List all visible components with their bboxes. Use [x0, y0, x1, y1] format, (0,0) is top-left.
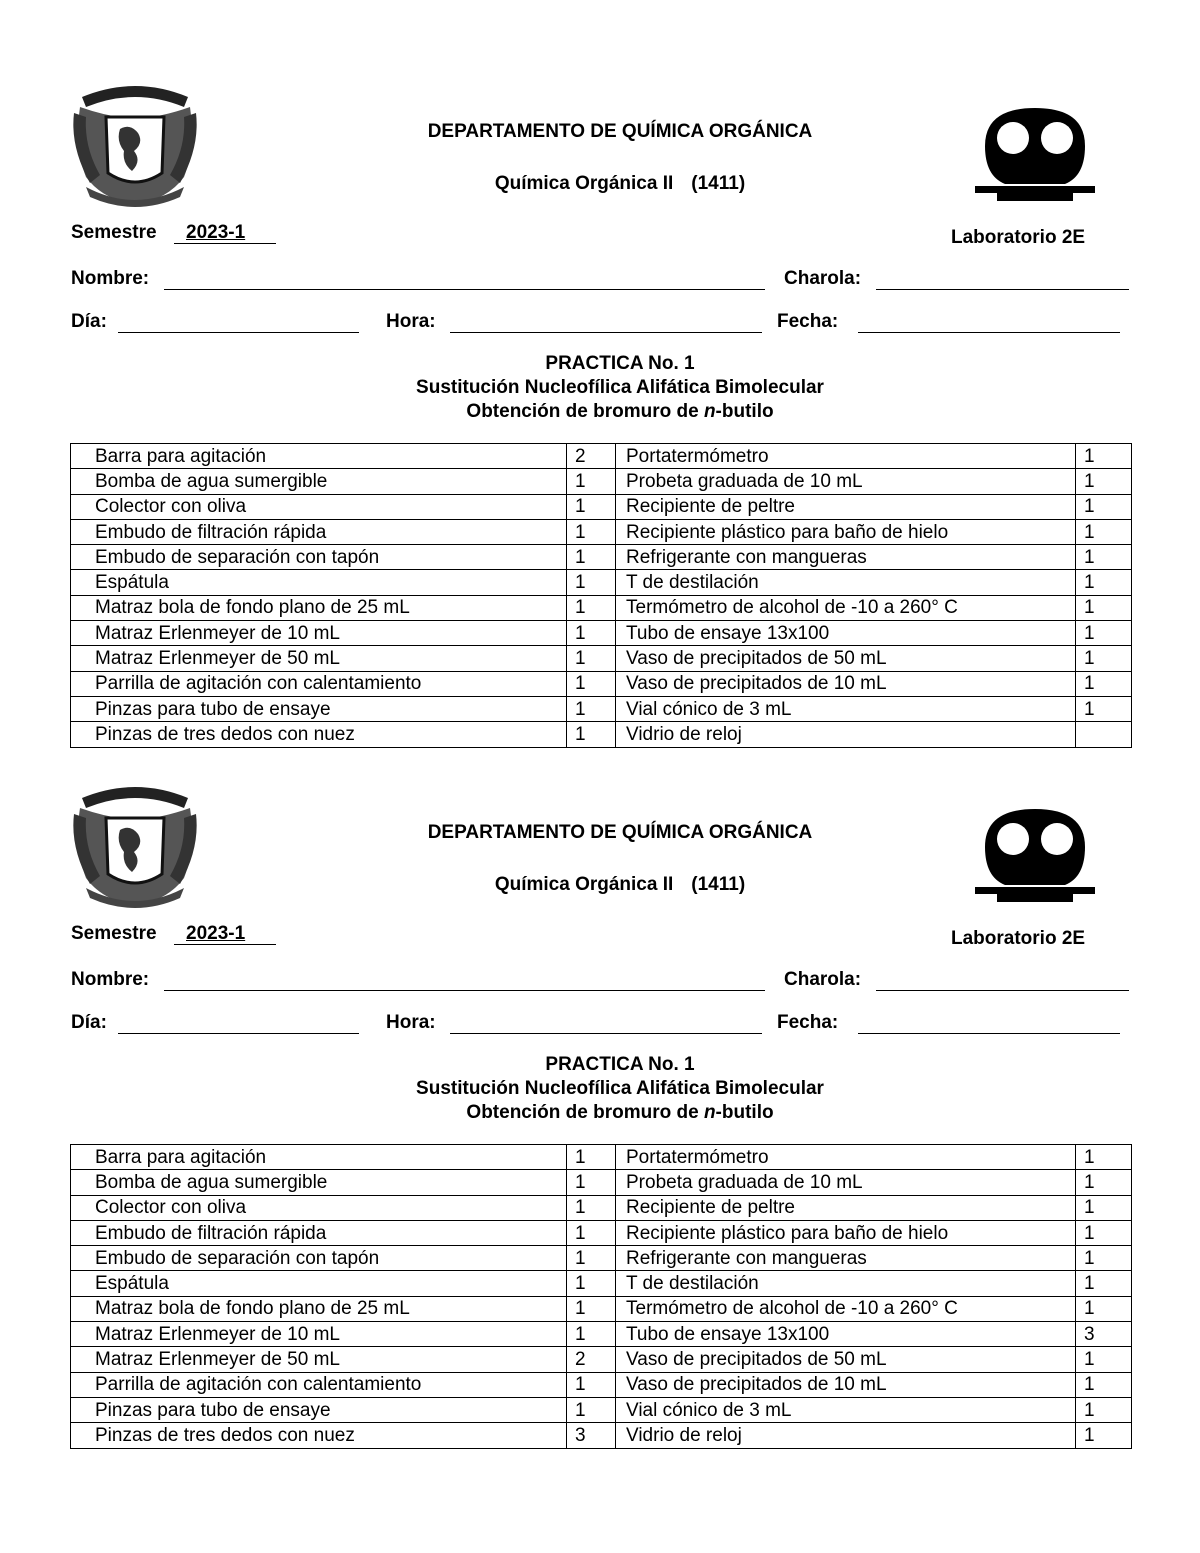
material-name: Colector con oliva	[71, 494, 567, 519]
nombre-label: Nombre:	[71, 268, 150, 289]
material-qty: 1	[567, 1246, 616, 1271]
semester-value: 2023-1	[186, 923, 246, 944]
table-row	[71, 1145, 1132, 1170]
material-name: Embudo de separación con tapón	[71, 1246, 567, 1271]
material-name: Portatermómetro	[616, 1145, 1076, 1170]
material-qty: 3	[567, 1423, 616, 1448]
material-qty: 1	[1076, 1271, 1132, 1296]
table-row	[71, 1372, 1132, 1397]
material-name: Pinzas para tubo de ensaye	[71, 696, 567, 721]
material-name: Pinzas para tubo de ensaye	[71, 1397, 567, 1422]
material-qty: 1	[567, 671, 616, 696]
material-qty: 1	[567, 621, 616, 646]
table-row	[71, 1220, 1132, 1245]
fecha-field[interactable]	[858, 1033, 1120, 1034]
material-name: Vial cónico de 3 mL	[616, 696, 1076, 721]
course-code: (1411)	[691, 173, 746, 194]
material-name: Probeta graduada de 10 mL	[616, 469, 1076, 494]
material-qty: 1	[567, 1322, 616, 1347]
material-name: Barra para agitación	[71, 444, 567, 469]
lab-label: Laboratorio 2E	[951, 928, 1086, 949]
lab-form-1	[0, 0, 1200, 745]
material-qty: 1	[1076, 621, 1132, 646]
material-qty: 1	[567, 1220, 616, 1245]
material-name: Barra para agitación	[71, 1145, 567, 1170]
material-qty: 1	[567, 1296, 616, 1321]
material-qty: 1	[567, 646, 616, 671]
table-row	[71, 519, 1132, 544]
material-qty: 2	[567, 444, 616, 469]
material-qty: 1	[567, 1195, 616, 1220]
semester-label: Semestre	[71, 923, 157, 944]
materials-table	[70, 1144, 1132, 1449]
nombre-label: Nombre:	[71, 969, 150, 990]
course-name: Química Orgánica II	[494, 173, 674, 194]
material-name: Tubo de ensaye 13x100	[616, 621, 1076, 646]
practice-heading	[0, 352, 1200, 424]
table-row	[71, 570, 1132, 595]
material-name: Recipiente de peltre	[616, 494, 1076, 519]
material-qty: 1	[1076, 1246, 1132, 1271]
hora-label: Hora:	[386, 311, 436, 332]
material-name: Embudo de separación con tapón	[71, 545, 567, 570]
material-name: Embudo de filtración rápida	[71, 1220, 567, 1245]
material-name: Vidrio de reloj	[616, 1423, 1076, 1448]
material-qty: 1	[1076, 595, 1132, 620]
table-row	[71, 1170, 1132, 1195]
table-row	[71, 1397, 1132, 1422]
material-name: T de destilación	[616, 1271, 1076, 1296]
material-qty: 1	[1076, 646, 1132, 671]
material-qty: 1	[1076, 1347, 1132, 1372]
table-row	[71, 545, 1132, 570]
table-row	[71, 1195, 1132, 1220]
material-qty: 1	[567, 1145, 616, 1170]
material-qty: 3	[1076, 1322, 1132, 1347]
material-qty: 1	[567, 469, 616, 494]
material-name: Bomba de agua sumergible	[71, 1170, 567, 1195]
material-name: Colector con oliva	[71, 1195, 567, 1220]
charola-label: Charola:	[784, 969, 862, 990]
material-name: Probeta graduada de 10 mL	[616, 1170, 1076, 1195]
table-row	[71, 469, 1132, 494]
material-qty: 1	[567, 519, 616, 544]
table-row	[71, 1322, 1132, 1347]
material-qty: 1	[567, 1271, 616, 1296]
material-qty: 1	[1076, 444, 1132, 469]
material-qty: 1	[1076, 1372, 1132, 1397]
practice-subtitle: Sustitución Nucleofílica Alifática Bimolecular	[416, 1078, 824, 1099]
table-row	[71, 494, 1132, 519]
material-name: Matraz Erlenmeyer de 10 mL	[71, 1322, 567, 1347]
table-row	[71, 1347, 1132, 1372]
hora-field[interactable]	[450, 1033, 762, 1034]
material-name: Pinzas de tres dedos con nuez	[71, 722, 567, 747]
material-name: Espátula	[71, 1271, 567, 1296]
material-qty: 1	[567, 570, 616, 595]
dia-field[interactable]	[118, 1033, 359, 1034]
material-name: Vaso de precipitados de 50 mL	[616, 1347, 1076, 1372]
material-qty: 1	[1076, 494, 1132, 519]
hora-label: Hora:	[386, 1012, 436, 1033]
subtitle2-post: -butilo	[715, 1102, 774, 1123]
table-row	[71, 595, 1132, 620]
fecha-field[interactable]	[858, 332, 1120, 333]
material-name: Vaso de precipitados de 10 mL	[616, 1372, 1076, 1397]
table-row	[71, 444, 1132, 469]
practice-subtitle: Sustitución Nucleofílica Alifática Bimolecular	[416, 377, 824, 398]
material-qty: 1	[567, 722, 616, 747]
material-name: Matraz Erlenmeyer de 10 mL	[71, 621, 567, 646]
table-row	[71, 621, 1132, 646]
material-qty: 1	[567, 696, 616, 721]
material-name: Refrigerante con mangueras	[616, 545, 1076, 570]
material-name: Portatermómetro	[616, 444, 1076, 469]
department-title: DEPARTAMENTO DE QUÍMICA ORGÁNICA	[427, 822, 813, 843]
practice-subtitle-2	[0, 1101, 1200, 1125]
material-qty: 2	[567, 1347, 616, 1372]
dia-label: Día:	[71, 1012, 107, 1033]
subtitle2-pre: Obtención de bromuro de	[466, 1102, 704, 1123]
material-qty: 1	[1076, 545, 1132, 570]
department-title: DEPARTAMENTO DE QUÍMICA ORGÁNICA	[427, 121, 813, 142]
practice-number: PRACTICA No. 1	[545, 353, 695, 374]
hora-field[interactable]	[450, 332, 762, 333]
material-qty: 1	[1076, 1423, 1132, 1448]
charola-label: Charola:	[784, 268, 862, 289]
table-row	[71, 1246, 1132, 1271]
dia-label: Día:	[71, 311, 107, 332]
material-qty: 1	[1076, 671, 1132, 696]
material-name: Espátula	[71, 570, 567, 595]
material-qty: 1	[1076, 1145, 1132, 1170]
material-name: Recipiente plástico para baño de hielo	[616, 519, 1076, 544]
material-name: Termómetro de alcohol de -10 a 260° C	[616, 595, 1076, 620]
semester-value: 2023-1	[186, 222, 246, 243]
nombre-field[interactable]	[164, 990, 765, 991]
material-name: Refrigerante con mangueras	[616, 1246, 1076, 1271]
material-name: Embudo de filtración rápida	[71, 519, 567, 544]
charola-field[interactable]	[876, 289, 1129, 290]
lab-form-2	[0, 701, 1200, 1446]
material-name: Parrilla de agitación con calentamiento	[71, 671, 567, 696]
material-name: Recipiente de peltre	[616, 1195, 1076, 1220]
material-qty: 1	[567, 1372, 616, 1397]
fecha-label: Fecha:	[777, 311, 839, 332]
material-name: Vidrio de reloj	[616, 722, 1076, 747]
material-name: Bomba de agua sumergible	[71, 469, 567, 494]
material-name: Vial cónico de 3 mL	[616, 1397, 1076, 1422]
material-qty: 1	[1076, 519, 1132, 544]
material-qty: 1	[567, 494, 616, 519]
table-row	[71, 1296, 1132, 1321]
course-title	[0, 173, 1200, 195]
material-qty: 1	[1076, 570, 1132, 595]
practice-subtitle-2	[0, 400, 1200, 424]
material-name: Tubo de ensaye 13x100	[616, 1322, 1076, 1347]
course-code: (1411)	[691, 874, 746, 895]
semester-label: Semestre	[71, 222, 157, 243]
practice-heading	[0, 1053, 1200, 1125]
material-qty: 1	[567, 545, 616, 570]
charola-field[interactable]	[876, 990, 1129, 991]
subtitle2-italic: n	[703, 1102, 716, 1123]
material-qty: 1	[1076, 1195, 1132, 1220]
course-name: Química Orgánica II	[494, 874, 674, 895]
subtitle2-pre: Obtención de bromuro de	[466, 401, 704, 422]
material-name: Matraz bola de fondo plano de 25 mL	[71, 595, 567, 620]
material-qty: 1	[567, 1170, 616, 1195]
material-qty: 1	[567, 1397, 616, 1422]
practice-number: PRACTICA No. 1	[545, 1054, 695, 1075]
material-name: Vaso de precipitados de 10 mL	[616, 671, 1076, 696]
table-row	[71, 646, 1132, 671]
fecha-label: Fecha:	[777, 1012, 839, 1033]
material-name: T de destilación	[616, 570, 1076, 595]
dia-field[interactable]	[118, 332, 359, 333]
material-qty: 1	[1076, 1220, 1132, 1245]
material-name: Parrilla de agitación con calentamiento	[71, 1372, 567, 1397]
material-name: Vaso de precipitados de 50 mL	[616, 646, 1076, 671]
material-name: Termómetro de alcohol de -10 a 260° C	[616, 1296, 1076, 1321]
subtitle2-italic: n	[703, 401, 716, 422]
table-row	[71, 1271, 1132, 1296]
lab-label: Laboratorio 2E	[951, 227, 1086, 248]
material-name: Matraz Erlenmeyer de 50 mL	[71, 1347, 567, 1372]
nombre-field[interactable]	[164, 289, 765, 290]
material-qty: 1	[1076, 1170, 1132, 1195]
material-qty: 1	[1076, 696, 1132, 721]
material-qty: 1	[1076, 1296, 1132, 1321]
material-name: Matraz Erlenmeyer de 50 mL	[71, 646, 567, 671]
material-qty: 1	[567, 595, 616, 620]
table-row	[71, 1423, 1132, 1448]
material-name: Matraz bola de fondo plano de 25 mL	[71, 1296, 567, 1321]
course-title	[0, 874, 1200, 896]
material-name: Pinzas de tres dedos con nuez	[71, 1423, 567, 1448]
material-qty: 1	[1076, 1397, 1132, 1422]
table-row	[71, 671, 1132, 696]
subtitle2-post: -butilo	[715, 401, 774, 422]
material-qty: 1	[1076, 469, 1132, 494]
material-name: Recipiente plástico para baño de hielo	[616, 1220, 1076, 1245]
